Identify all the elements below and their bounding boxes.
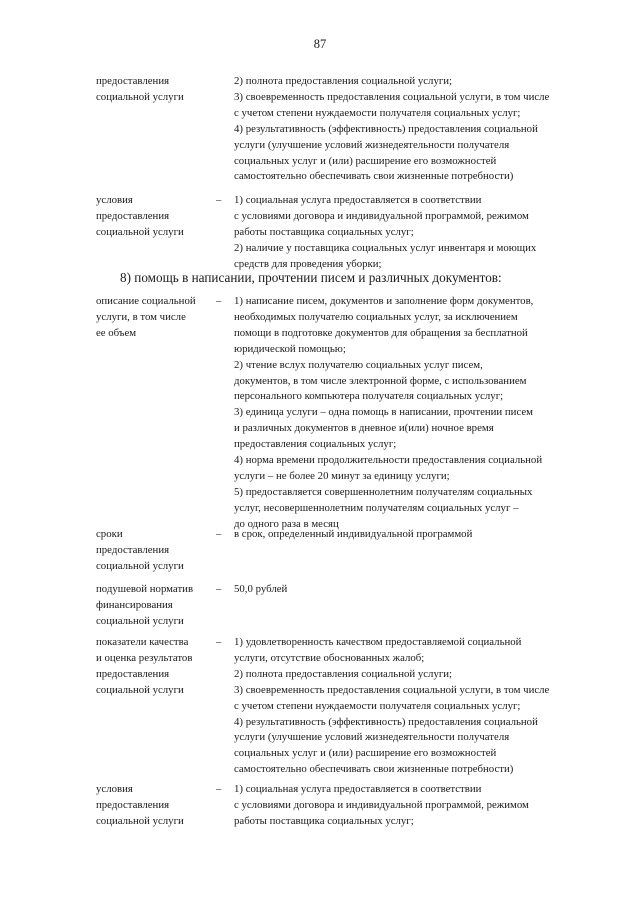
row-content-line: необходимых получателю социальных услуг, за исключением: [234, 310, 518, 323]
row-label-line: предоставления: [96, 543, 170, 556]
row-content-line: до одного раза в месяц: [234, 517, 339, 530]
row-content-line: 1) написание писем, документов и заполнение форм документов,: [234, 295, 534, 307]
row-content-line: 3) своевременность предоставления социальной услуги, в том числе: [234, 90, 550, 103]
row-content-line: документов, в том числе электронной форме, с использованием: [234, 374, 527, 387]
row-label-line: условия: [96, 194, 133, 206]
row-content-line: 1) удовлетворенность качеством предоставляемой социальной: [234, 636, 522, 648]
row-content-line: в срок, определенный индивидуальной программой: [234, 528, 473, 540]
row-content-line: персонального компьютера получателя социальных услуг;: [234, 390, 504, 403]
row-label-line: показатели качества: [96, 636, 189, 648]
row-content-line: 2) наличие у поставщика социальных услуг инвентаря и моющих: [234, 241, 537, 254]
row-label-line: предоставления: [96, 209, 170, 222]
row-content-line: работы поставщика социальных услуг;: [234, 814, 414, 827]
row-label-line: услуги, в том числе: [96, 310, 186, 323]
row-label-line: предоставления: [96, 667, 170, 680]
row-label-line: социальной услуги: [96, 614, 184, 627]
row-dash: –: [216, 636, 222, 648]
row-dash: –: [216, 583, 222, 595]
row-label-line: социальной услуги: [96, 814, 184, 827]
row-dash: –: [216, 783, 222, 795]
section-heading: 8) помощь в написании, прочтении писем и различных документов:: [120, 270, 502, 285]
row-content-line: с учетом степени нуждаемости получателя социальных услуг;: [234, 699, 521, 712]
page-number: 87: [313, 37, 327, 51]
row-content-line: услуг, несовершеннолетним получателям социальных услуг –: [234, 501, 519, 514]
row-label-line: описание социальной: [96, 295, 196, 307]
row-label-line: социальной услуги: [96, 559, 184, 572]
row-content-line: с условиями договора и индивидуальной программой, режимом: [234, 798, 529, 811]
row-content-line: 2) полнота предоставления социальной услуги;: [234, 667, 453, 680]
row-content-line: социальных услуг и (или) расширение его возможностей: [234, 154, 497, 167]
row-content-line: 2) чтение вслух получателю социальных услуг писем,: [234, 358, 483, 371]
row-label-line: подушевой норматив: [96, 583, 194, 595]
row-content-line: предоставления социальных услуг;: [234, 438, 397, 451]
row-content-line: услуги (улучшение условий жизнедеятельности получателя: [234, 138, 510, 151]
row-content-line: 1) социальная услуга предоставляется в соответствии: [234, 783, 482, 795]
row-label-line: и оценка результатов: [96, 651, 193, 664]
row-label-line: социальной услуги: [96, 90, 184, 103]
row-content-line: самостоятельно обеспечивать свои жизненные потребности): [234, 763, 514, 776]
row-dash: –: [216, 194, 222, 206]
row-dash: –: [216, 295, 222, 307]
row-content-line: 3) своевременность предоставления социальной услуги, в том числе: [234, 683, 550, 696]
row-content-line: 50,0 рублей: [234, 583, 288, 595]
row-content-line: услуги – не более 20 минут за единицу услуги;: [234, 469, 450, 482]
row-content-line: социальных услуг и (или) расширение его возможностей: [234, 747, 497, 760]
row-content-line: средств для проведения уборки;: [234, 257, 382, 270]
row-label-line: сроки: [96, 528, 123, 540]
row-label-line: ее объем: [96, 326, 137, 339]
row-content-line: услуги, отсутствие обоснованных жалоб;: [234, 651, 425, 664]
row-dash: –: [216, 528, 222, 540]
row-content-line: юридической помощью;: [234, 342, 346, 355]
row-label-line: условия: [96, 783, 133, 795]
row-content-line: с учетом степени нуждаемости получателя социальных услуг;: [234, 106, 521, 119]
row-content-line: с условиями договора и индивидуальной программой, режимом: [234, 209, 529, 222]
row-label-line: социальной услуги: [96, 225, 184, 238]
row-content-line: и различных документов в дневное и(или) ночное время: [234, 422, 494, 435]
row-label-line: предоставления: [96, 798, 170, 811]
row-content-line: самостоятельно обеспечивать свои жизненные потребности): [234, 170, 514, 183]
row-content-line: 1) социальная услуга предоставляется в соответствии: [234, 194, 482, 206]
row-content-line: работы поставщика социальных услуг;: [234, 225, 414, 238]
row-content-line: 4) результативность (эффективность) предоставления социальной: [234, 715, 538, 728]
row-content-line: 4) норма времени продолжительности предоставления социальной: [234, 454, 543, 466]
row-content-line: 3) единица услуги – одна помощь в написании, прочтении писем: [234, 406, 534, 419]
row-content-line: помощи в подготовке документов для обращения за бесплатной: [234, 326, 528, 339]
row-label-line: финансирования: [96, 598, 173, 611]
row-content-line: услуги (улучшение условий жизнедеятельности получателя: [234, 731, 510, 744]
row-content-line: 2) полнота предоставления социальной услуги;: [234, 75, 453, 87]
row-label-line: предоставления: [96, 75, 170, 87]
row-content-line: 5) предоставляется совершеннолетним получателям социальных: [234, 485, 533, 498]
row-label-line: социальной услуги: [96, 683, 184, 696]
row-content-line: 4) результативность (эффективность) предоставления социальной: [234, 122, 538, 135]
